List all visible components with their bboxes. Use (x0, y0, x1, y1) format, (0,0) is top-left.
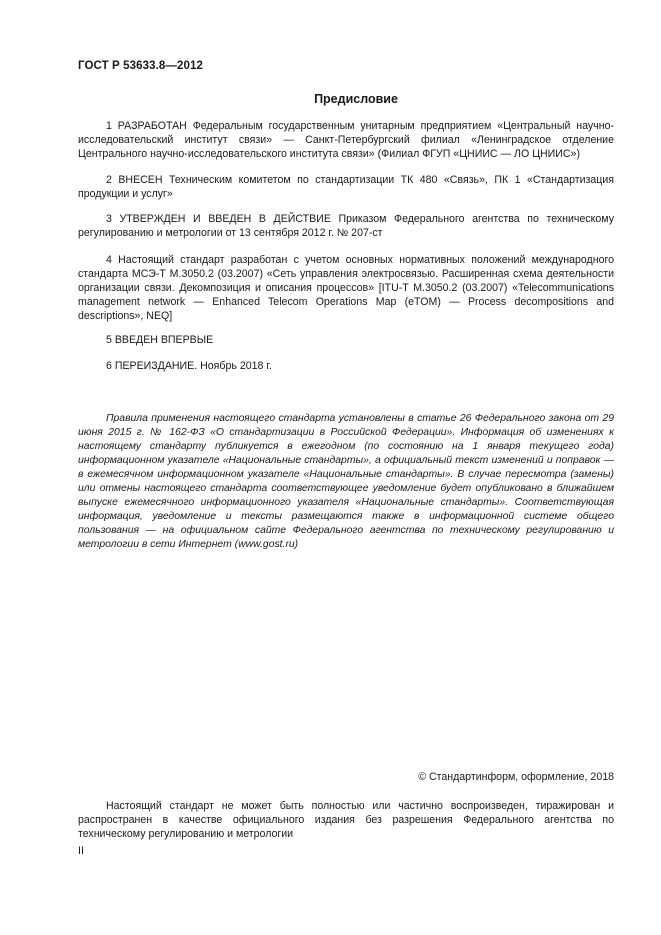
document-header: ГОСТ Р 53633.8—2012 (78, 60, 203, 72)
section-title: Предисловие (314, 92, 398, 106)
foreword-item-2: 2 ВНЕСЕН Техническим комитетом по стандартизации ТК 480 «Связь», ПК 1 «Стандартизация продукции и услуг» (78, 174, 614, 200)
reproduction-notice: Настоящий стандарт не может быть полностью или частично воспроизведен, тиражирован и распространен в качестве официального издания без разрешения Федерального агентства по техническому регулированию и метрологии (78, 800, 614, 840)
foreword-item-3: 3 УТВЕРЖДЕН И ВВЕДЕН В ДЕЙСТВИЕ Приказом Федерального агентства по техническому регулированию и метрологии от 13 сентября 2012 г. № 207-ст (78, 213, 614, 239)
foreword-item-5: 5 ВВЕДЕН ВПЕРВЫЕ (106, 334, 214, 346)
foreword-item-4: 4 Настоящий стандарт разработан с учетом основных нормативных положений международного стандарта МСЭ-Т М.3050.2 (03.2007) «Сеть управления электросвязью. Расширенная схема деятельности организации связи. Декомпозиция и описания процессов» [ITU-T M.3050.2 (03.2007) «Telecommunications management network — Enhanced Telecom Operations Map (eTOM) — Process decompositions and descriptions», NEQ] (78, 254, 614, 322)
foreword-item-6: 6 ПЕРЕИЗДАНИЕ. Ноябрь 2018 г. (106, 360, 272, 372)
application-rules-note: Правила применения настоящего стандарта установлены в статье 26 Федерального закона от 29 июня 2015 г. № 162-ФЗ «О стандартизации в Российской Федерации». Информация об изменениях к настоящему стандарту публикуется в ежегодном (по состоянию на 1 января текущего года) информационном указателе «Национальные стандарты», а официальный текст изменений и поправок — в ежемесячном информационном указателе «Национальные стандарты». В случае пересмотра (замены) или отмены настоящего стандарта соответствующее уведомление будет опубликовано в ближайшем выпуске ежемесячного информационного указателя «Национальные стандарты». Соответствующая информация, уведомление и тексты размещаются также в информационной системе общего пользования — на официальном сайте Федерального агентства по техническому регулированию и метрологии в сети Интернет (www.gost.ru) (78, 413, 614, 550)
foreword-item-1: 1 РАЗРАБОТАН Федеральным государственным унитарным предприятием «Центральный научно-исследовательский институт связи» — Санкт-Петербургский филиал «Ленинградское отделение Центрального научно-исследовательского института связи» (Филиал ФГУП «ЦНИИС — ЛО ЦНИИС») (78, 120, 614, 160)
page-number: II (78, 845, 84, 857)
copyright-notice: © Стандартинформ, оформление, 2018 (418, 771, 614, 783)
